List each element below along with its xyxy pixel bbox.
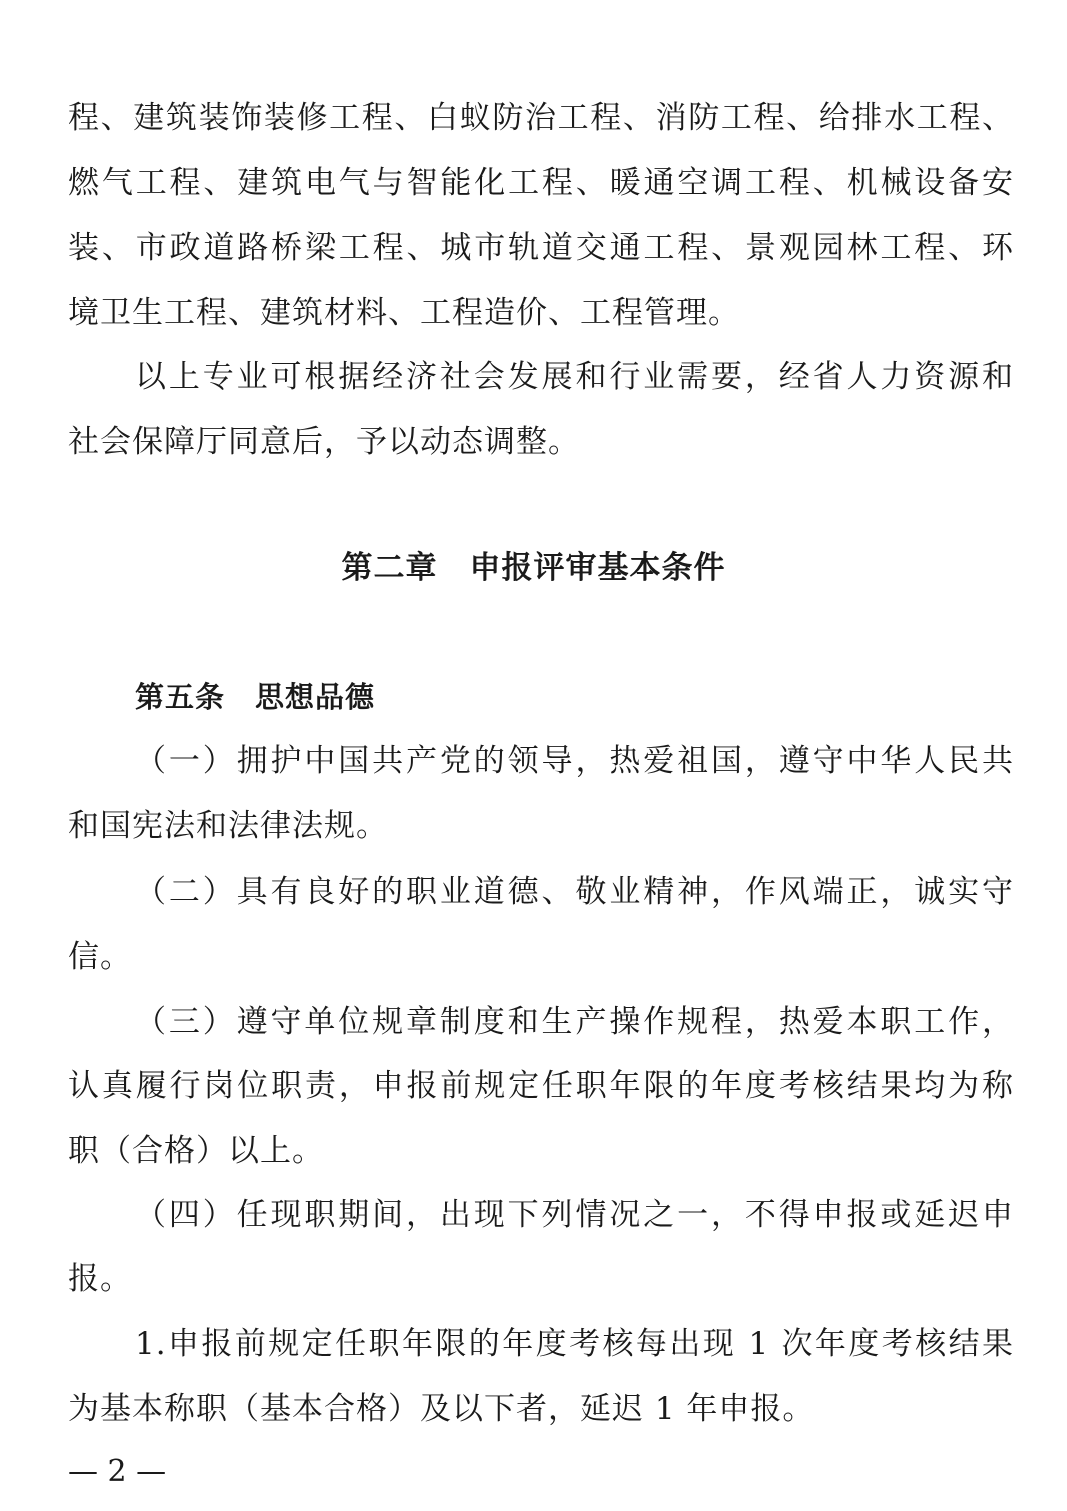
paragraph-2-line-2: 社会保障厅同意后，予以动态调整。 (68, 424, 580, 460)
paragraph-1-line-4: 境卫生工程、建筑材料、工程造价、工程管理。 (68, 295, 740, 331)
page-number: — 2 — (68, 1454, 167, 1489)
article-title: 第五条 思想品德 (135, 680, 376, 714)
item-1-line-1: （一）拥护中国共产党的领导，热爱祖国，遵守中华人民共 (135, 743, 1014, 779)
item-3-line-2: 认真履行岗位职责，申报前规定任职年限的年度考核结果均为称 (68, 1068, 1014, 1104)
paragraph-1-line-3: 装、市政道路桥梁工程、城市轨道交通工程、景观园林工程、环 (68, 230, 1014, 266)
item-3-line-3: 职（合格）以上。 (68, 1133, 324, 1169)
item-3-line-1: （三）遵守单位规章制度和生产操作规程，热爱本职工作， (135, 1004, 1014, 1040)
sub-item-1-line-1: 1.申报前规定任职年限的年度考核每出现 1 次年度考核结果 (135, 1326, 1014, 1362)
item-4-line-2: 报。 (68, 1261, 132, 1297)
item-2-line-1: （二）具有良好的职业道德、敬业精神，作风端正，诚实守 (135, 874, 1014, 910)
item-2-line-2: 信。 (68, 939, 132, 975)
paragraph-2-line-1: 以上专业可根据经济社会发展和行业需要，经省人力资源和 (135, 359, 1014, 395)
item-1-line-2: 和国宪法和法律法规。 (68, 808, 388, 844)
paragraph-1-line-2: 燃气工程、建筑电气与智能化工程、暖通空调工程、机械设备安 (68, 165, 1014, 201)
chapter-title: 第二章 申报评审基本条件 (341, 550, 726, 586)
sub-item-1-line-2: 为基本称职（基本合格）及以下者，延迟 1 年申报。 (68, 1391, 815, 1427)
paragraph-1-line-1: 程、建筑装饰装修工程、白蚁防治工程、消防工程、给排水工程、 (68, 100, 1014, 136)
item-4-line-1: （四）任现职期间，出现下列情况之一，不得申报或延迟申 (135, 1197, 1014, 1233)
